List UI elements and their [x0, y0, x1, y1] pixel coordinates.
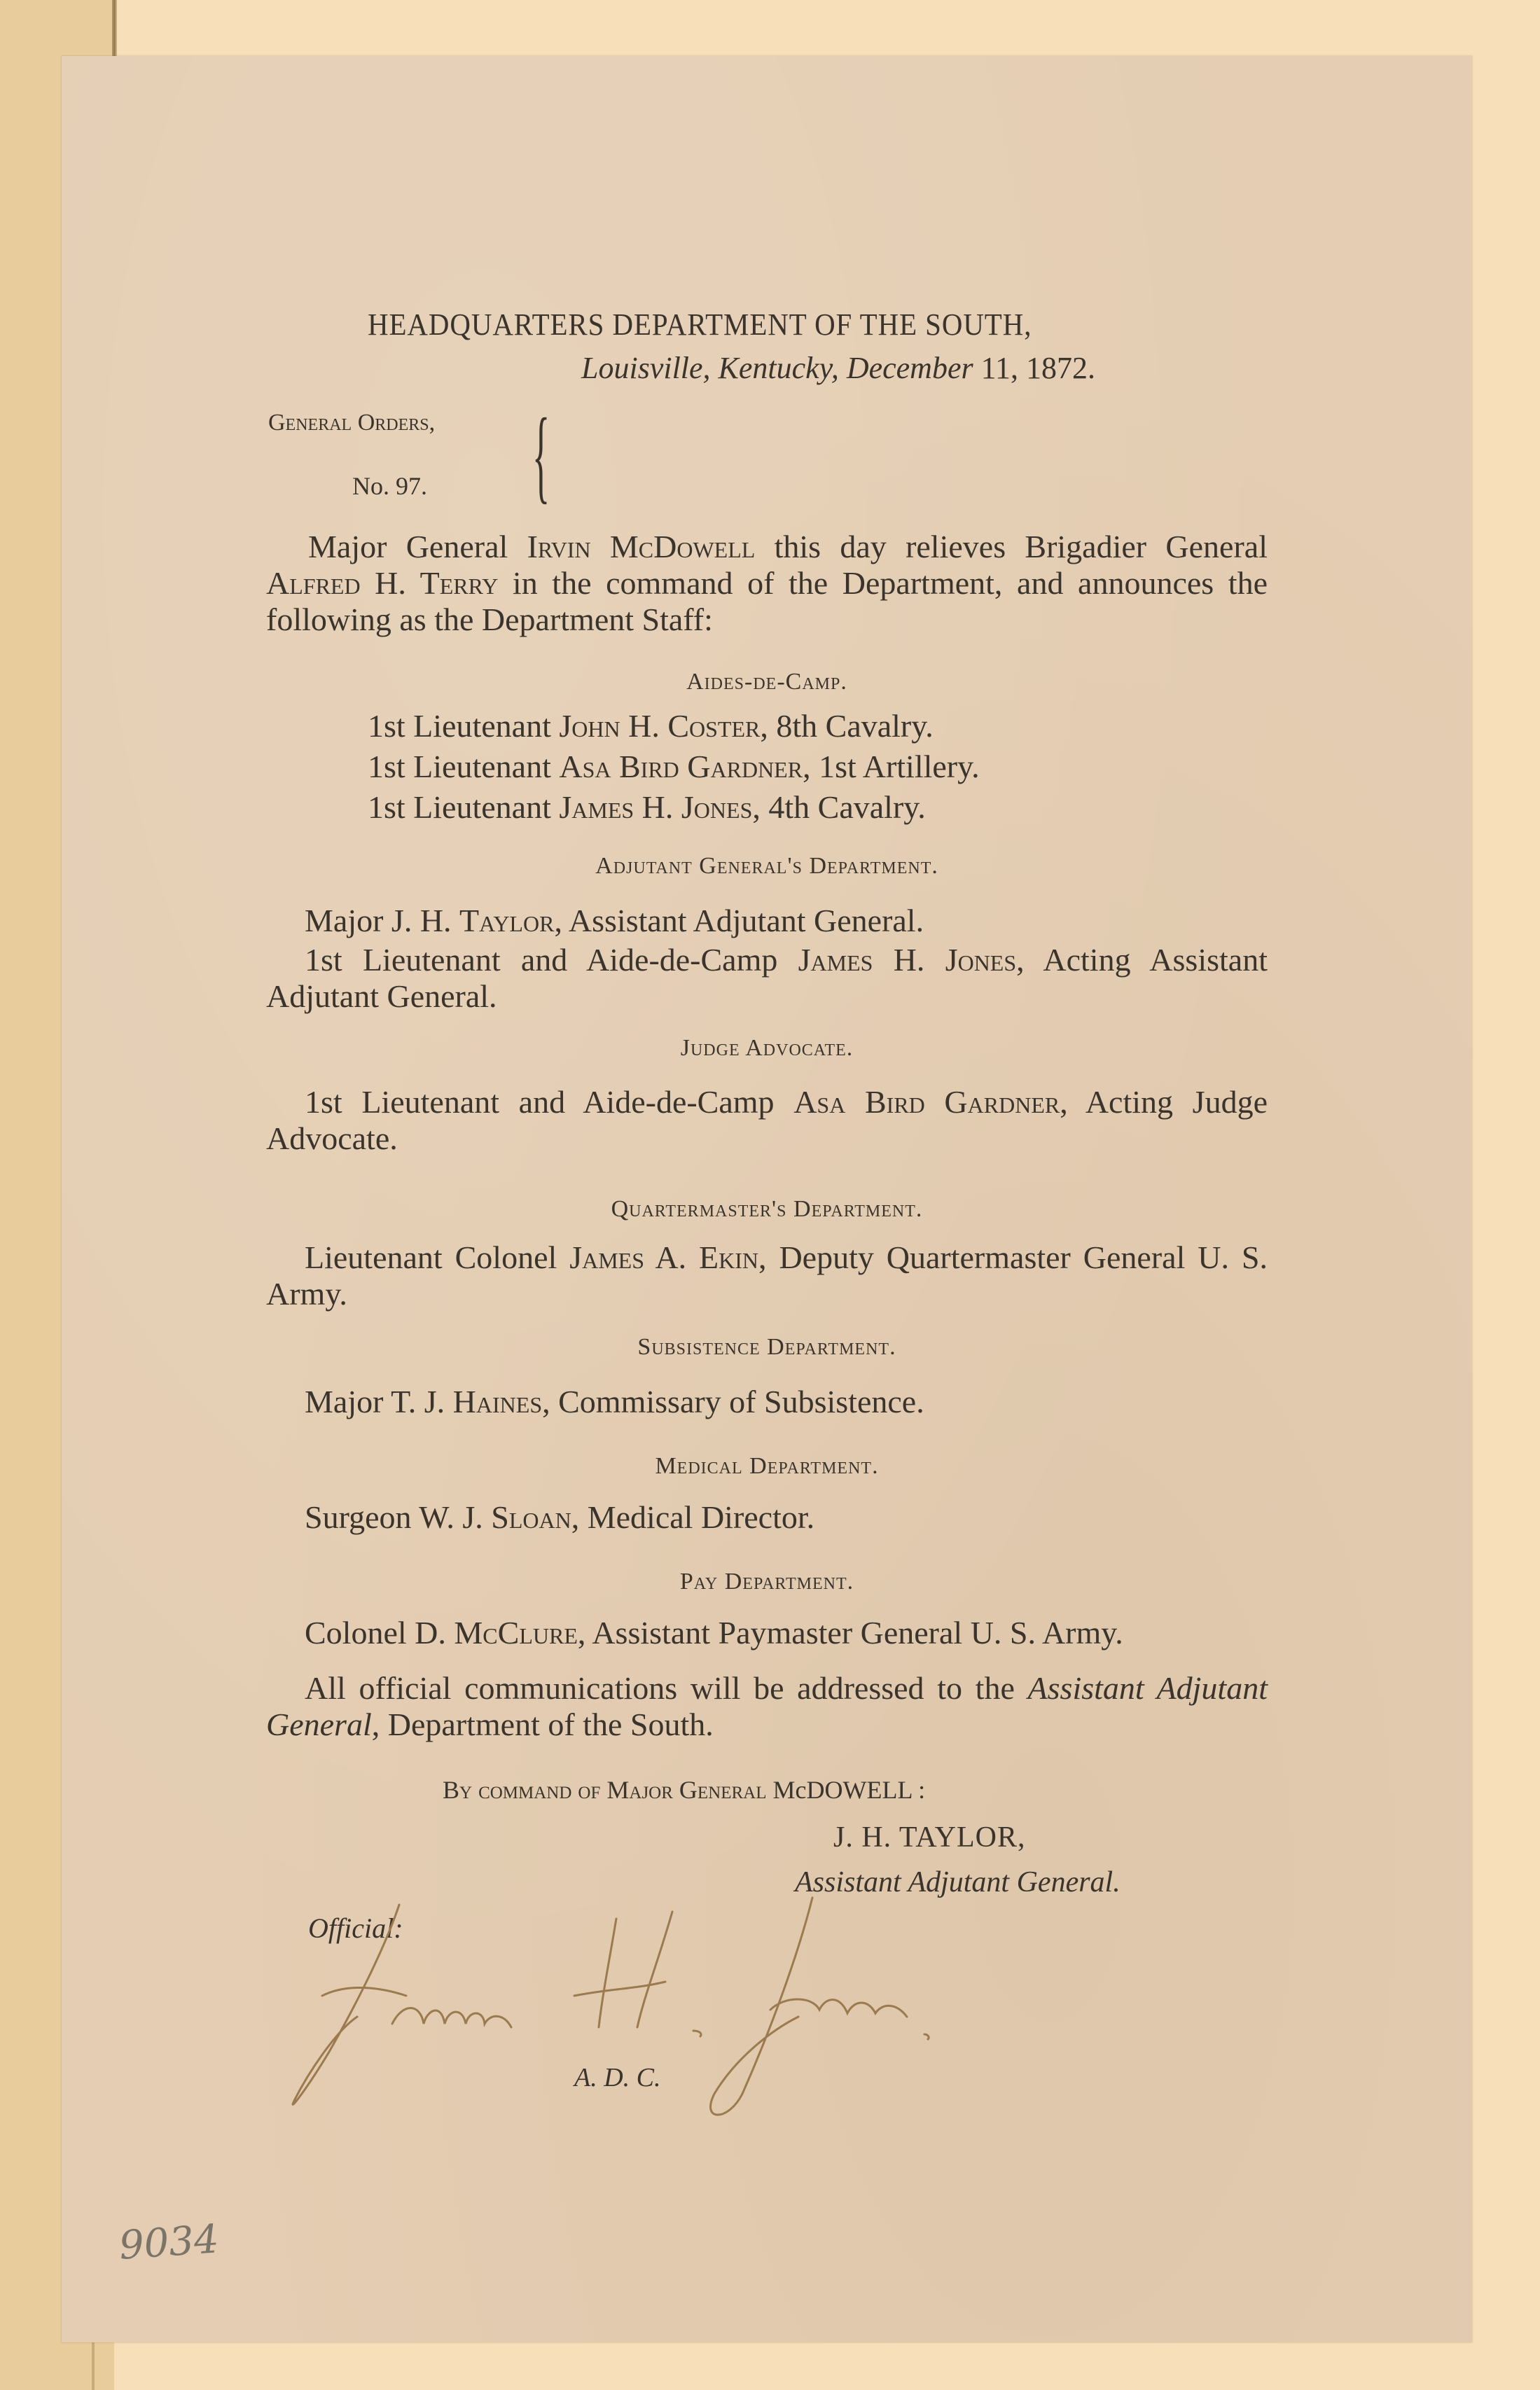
staff-entry: Lieutenant Colonel James A. Ekin, Deputy Quartermaster General U. S. Army.: [266, 1239, 1268, 1312]
staff-entry: 1st Lieutenant and Aide-de-Camp Asa Bird Gardner, Acting Judge Advocate.: [266, 1084, 1268, 1156]
headquarters-title: HEADQUARTERS DEPARTMENT OF THE SOUTH,: [368, 307, 1032, 342]
mount-edge: [112, 0, 117, 64]
section-heading-quartermaster: Quartermaster's Department.: [611, 1196, 923, 1222]
commander-name: Irvin McDowell: [527, 529, 756, 564]
section-heading-adjutant: Adjutant General's Department.: [595, 853, 938, 879]
staff-entry: 1st Lieutenant Asa Bird Gardner, 1st Artillery.: [368, 749, 980, 784]
official-rank: A. D. C.: [574, 2063, 661, 2092]
dateline: [581, 350, 1095, 386]
closing-paragraph: All official communications will be addressed to the Assistant Adjutant General, Department of the South.: [266, 1670, 1268, 1742]
catalog-number: 9034: [117, 2216, 221, 2269]
signature-james-h-jones: [280, 1891, 1121, 2122]
staff-entry: Colonel D. McClure, Assistant Paymaster General U. S. Army.: [305, 1615, 1123, 1651]
staff-entry: 1st Lieutenant James H. Jones, 4th Cavalry.: [368, 789, 926, 825]
dateline-place: Louisville, Kentucky, December: [581, 351, 973, 385]
dateline-date: 11, 1872.: [973, 351, 1095, 385]
signatory-title: Assistant Adjutant General.: [795, 1866, 1121, 1898]
section-heading-pay: Pay Department.: [679, 1569, 854, 1595]
staff-entry: Major J. H. Taylor, Assistant Adjutant General.: [305, 903, 924, 938]
section-heading-judge-advocate: Judge Advocate.: [680, 1035, 854, 1061]
command-line: By command of Major General McDOWELL :: [443, 1776, 926, 1804]
mount-edge-bottom: [92, 2342, 95, 2390]
staff-entry: 1st Lieutenant John H. Coster, 8th Cavalry.: [368, 708, 934, 744]
section-heading-aides: Aides-de-Camp.: [686, 669, 847, 695]
staff-entry: Surgeon W. J. Sloan, Medical Director.: [305, 1499, 815, 1535]
signatory-name: J. H. TAYLOR,: [833, 1821, 1026, 1854]
general-orders-label: General Orders,: [268, 410, 436, 436]
section-heading-subsistence: Subsistence Department.: [637, 1334, 896, 1360]
brace-icon: {: [532, 397, 550, 513]
section-heading-medical: Medical Department.: [655, 1453, 879, 1479]
relieved-name: Alfred H. Terry: [266, 565, 499, 601]
official-label: Official:: [308, 1912, 403, 1944]
intro-paragraph: Major General Irvin McDowell this day relieves Brigadier General Alfred H. Terry in the command of the Department, and announces the following as the Department Staff:: [266, 529, 1268, 637]
order-number: No. 97.: [352, 472, 427, 500]
staff-entry: Major T. J. Haines, Commissary of Subsistence.: [305, 1384, 924, 1419]
staff-entry: 1st Lieutenant and Aide-de-Camp James H. Jones, Acting Assistant Adjutant General.: [266, 942, 1268, 1014]
